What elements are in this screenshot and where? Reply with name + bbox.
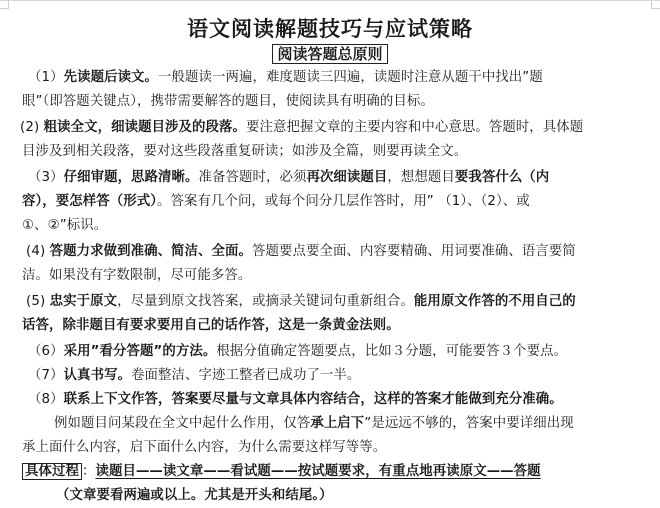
- rule-3-line-2: [22, 190, 654, 214]
- process-line: [22, 460, 654, 484]
- rule-4-line-1: [26, 240, 658, 264]
- process-note: （文章要看两遍或以上。尤其是开头和结尾。）: [56, 488, 333, 503]
- rule-3-number: （3）: [28, 170, 64, 185]
- rule-5-emphasis: 能用原文作答的不用自己的: [413, 294, 576, 309]
- rule-1-heading: 先读题后读文。: [63, 70, 159, 85]
- rule-4-line-2: 洁。如果没有字数限制，尽可能多答。: [22, 268, 252, 283]
- rule-3-heading: 仔细审题，思路清晰。: [63, 170, 199, 185]
- rule-1-number: （1）: [28, 70, 64, 85]
- example-text-c: ”是远远不够的，答案中要详细出现: [364, 416, 574, 431]
- rule-8-line-1: [28, 388, 660, 412]
- page-top-border: [0, 0, 660, 1]
- rule-3-text-f: 。答案有几个问，或每个问分几层作答时，用” （1）、（2）、或: [157, 194, 530, 209]
- rule-2-number: (2): [20, 120, 40, 135]
- rule-5-heading: 忠实于原文: [49, 294, 118, 309]
- rule-5-line-1: [26, 290, 658, 314]
- rule-4-text: 答题要点要全面、内容要精确、用词要准确、语言要简: [252, 244, 576, 259]
- rule-7-number: （7）: [28, 368, 64, 383]
- rule-7-heading: 认真书写。: [63, 368, 132, 383]
- process-steps: 读题目——读文章——看试题——按试题要求，有重点地再读原文——答题: [95, 464, 541, 479]
- rule-8-number: （8）: [28, 392, 64, 407]
- rule-3-text-d: 要我答什么（内: [454, 170, 550, 185]
- rule-3-line-1: [28, 166, 660, 190]
- rule-6-number: （6）: [28, 344, 64, 359]
- rule-3-text-b: 再次细读题目: [306, 170, 388, 185]
- rule-3-text-e: 容），要怎样答（形式）: [22, 194, 157, 209]
- example-text-a: 例如题目问某段在全文中起什么作用，仅答: [54, 416, 311, 431]
- example-line-2: 承上面什么内容，启下面什么内容，为什么需要这样写等等。: [22, 440, 387, 455]
- rule-1-text: 一般题读一两遍，难度题读三四遍，读题时注意从题干中找出”题: [158, 70, 543, 85]
- process-label: 具体过程: [22, 463, 82, 480]
- example-emphasis: 承上启下: [310, 416, 365, 431]
- subtitle-wrap: [0, 44, 660, 64]
- rule-2-line-2: 目涉及到相关段落，要对这些段落重复研读；如涉及全篇，则要再读全文。: [22, 144, 468, 159]
- rule-6-line-1: [28, 340, 660, 364]
- rule-1-line-2: 眼”（即答题关键点），携带需要解答的题目，使阅读具有明确的目标。: [22, 94, 434, 109]
- section-heading: 阅读答题总原则: [272, 44, 387, 64]
- rule-7-line-1: [28, 364, 660, 388]
- rule-1-line-1: [28, 66, 660, 90]
- rule-5-line-2: 话答，除非题目有要求要用自己的话作答，这是一条黄金法则。: [22, 318, 400, 333]
- crop-mark-left: [0, 0, 9, 9]
- rule-8-heading: 联系上下文作答，答案要尽量与文章具体内容结合，这样的答案才能做到充分准确。: [63, 392, 563, 407]
- process-colon: ：: [81, 464, 96, 479]
- rule-7-text: 卷面整洁、字迹工整者已成功了一半。: [131, 368, 361, 383]
- crop-mark-right: [651, 0, 660, 9]
- rule-6-text: 根据分值确定答题要点，比如３分题，可能要答３个要点。: [216, 344, 568, 359]
- rule-5-text: ，尽量到原文找答案，或摘录关键词句重新组合。: [117, 294, 414, 309]
- rule-6-heading: 采用”看分答题”的方法。: [63, 344, 217, 359]
- rule-2-line-1: [20, 116, 652, 140]
- rule-3-line-3: ①、②”标识。: [22, 218, 108, 233]
- example-line-1: [54, 412, 654, 436]
- rule-3-text-a: 准备答题时，必须: [198, 170, 307, 185]
- rule-2-heading: 粗读全文，细读题目涉及的段落。: [43, 120, 246, 135]
- rule-5-number: (5): [26, 294, 46, 309]
- rule-4-number: (4): [26, 244, 46, 259]
- rule-3-text-c: ，想想题目: [387, 170, 455, 185]
- rule-4-heading: 答题力求做到准确、简洁、全面。: [49, 244, 252, 259]
- rule-2-text: 要注意把握文章的主要内容和中心意思。答题时，具体题: [246, 120, 584, 135]
- document-title: 语文阅读解题技巧与应试策略: [187, 17, 473, 41]
